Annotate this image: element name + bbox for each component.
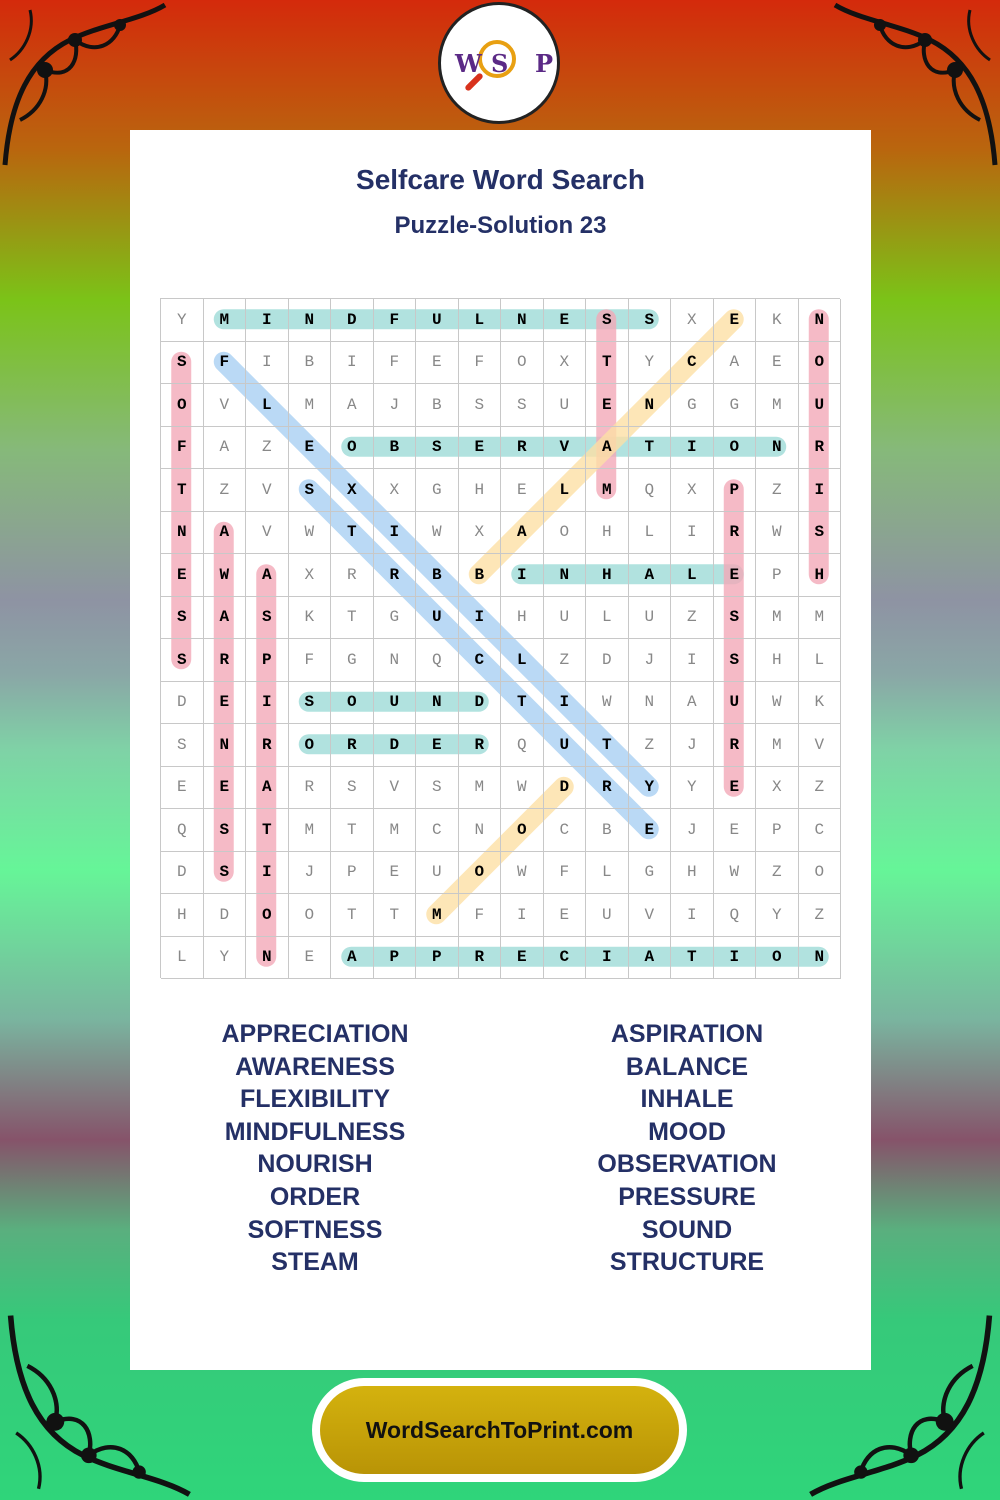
grid-cell[interactable]: Q (714, 894, 757, 937)
grid-cell[interactable]: M (374, 809, 417, 852)
grid-cell[interactable]: E (714, 299, 757, 342)
grid-cell[interactable]: M (756, 724, 799, 767)
grid-cell[interactable]: W (289, 512, 332, 555)
grid-cell[interactable]: W (586, 682, 629, 725)
grid-cell[interactable]: Z (671, 597, 714, 640)
grid-cell[interactable]: A (331, 937, 374, 980)
grid-cell[interactable]: R (799, 427, 842, 470)
grid-cell[interactable]: I (671, 427, 714, 470)
grid-cell[interactable]: R (289, 767, 332, 810)
grid-cell[interactable]: H (586, 512, 629, 555)
grid-cell[interactable]: M (799, 597, 842, 640)
grid-cell[interactable]: E (714, 767, 757, 810)
grid-cell[interactable]: E (416, 342, 459, 385)
grid-cell[interactable]: N (799, 937, 842, 980)
grid-cell[interactable]: U (416, 852, 459, 895)
grid-cell[interactable]: J (671, 724, 714, 767)
grid-cell[interactable]: K (289, 597, 332, 640)
grid-cell[interactable]: N (246, 937, 289, 980)
grid-cell[interactable]: F (374, 342, 417, 385)
grid-cell[interactable]: M (586, 469, 629, 512)
grid-cell[interactable]: Q (161, 809, 204, 852)
grid-cell[interactable]: O (799, 852, 842, 895)
grid-cell[interactable]: I (671, 894, 714, 937)
grid-cell[interactable]: A (204, 597, 247, 640)
grid-cell[interactable]: Q (416, 639, 459, 682)
grid-cell[interactable]: U (374, 682, 417, 725)
grid-cell[interactable]: B (289, 342, 332, 385)
grid-cell[interactable]: U (714, 682, 757, 725)
grid-cell[interactable]: L (544, 469, 587, 512)
grid-cell[interactable]: T (331, 512, 374, 555)
grid-cell[interactable]: S (799, 512, 842, 555)
grid-cell[interactable]: F (459, 342, 502, 385)
grid-cell[interactable]: L (161, 937, 204, 980)
grid-cell[interactable]: G (374, 597, 417, 640)
grid-cell[interactable]: H (671, 852, 714, 895)
grid-cell[interactable]: E (544, 894, 587, 937)
grid-cell[interactable]: F (544, 852, 587, 895)
grid-cell[interactable]: E (204, 767, 247, 810)
grid-cell[interactable]: E (416, 724, 459, 767)
grid-cell[interactable]: H (161, 894, 204, 937)
grid-cell[interactable]: T (586, 724, 629, 767)
grid-cell[interactable]: M (459, 767, 502, 810)
word-list-item: STEAM (271, 1248, 359, 1277)
grid-cell[interactable]: B (374, 427, 417, 470)
grid-cell[interactable]: A (586, 427, 629, 470)
grid-cell[interactable]: X (459, 512, 502, 555)
grid-cell[interactable]: Y (161, 299, 204, 342)
grid-cell[interactable]: X (331, 469, 374, 512)
word-list-item: PRESSURE (618, 1182, 756, 1211)
grid-cell[interactable]: S (204, 809, 247, 852)
grid-cell[interactable]: H (756, 639, 799, 682)
grid-cell[interactable]: W (501, 852, 544, 895)
grid-cell[interactable]: N (756, 427, 799, 470)
grid-cell[interactable]: S (204, 852, 247, 895)
grid-cell[interactable]: C (544, 809, 587, 852)
grid-cell[interactable]: D (331, 299, 374, 342)
grid-cell[interactable]: S (459, 384, 502, 427)
grid-cell[interactable]: I (246, 682, 289, 725)
grid-cell[interactable]: C (671, 342, 714, 385)
wsp-logo (438, 2, 560, 124)
grid-cell[interactable]: T (246, 809, 289, 852)
grid-cell[interactable]: W (714, 852, 757, 895)
grid-cell[interactable]: N (416, 682, 459, 725)
grid-cell[interactable]: R (714, 512, 757, 555)
grid-cell[interactable]: W (204, 554, 247, 597)
grid-cell[interactable]: I (501, 894, 544, 937)
grid-cell[interactable]: D (161, 852, 204, 895)
grid-cell[interactable]: Z (756, 469, 799, 512)
word-list-item: BALANCE (625, 1052, 749, 1081)
grid-cell[interactable]: O (289, 894, 332, 937)
grid-cell[interactable]: D (586, 639, 629, 682)
grid-cell[interactable]: S (416, 427, 459, 470)
grid-cell[interactable]: U (586, 894, 629, 937)
grid-cell[interactable]: U (544, 724, 587, 767)
grid-cell[interactable]: V (246, 512, 289, 555)
grid-cell[interactable]: H (501, 597, 544, 640)
grid-cell[interactable]: S (331, 767, 374, 810)
grid-cell[interactable]: G (714, 384, 757, 427)
grid-cell[interactable]: E (501, 469, 544, 512)
grid-cell[interactable]: D (161, 682, 204, 725)
grid-cell[interactable]: A (501, 512, 544, 555)
grid-cell[interactable]: T (331, 597, 374, 640)
grid-cell[interactable]: G (671, 384, 714, 427)
grid-cell[interactable]: V (246, 469, 289, 512)
grid-cell[interactable]: A (204, 512, 247, 555)
grid-cell[interactable]: E (586, 384, 629, 427)
logo-letter-s: S (491, 49, 509, 78)
logo-letter-w: W (455, 49, 482, 78)
grid-cell[interactable]: U (799, 384, 842, 427)
grid-cell[interactable]: E (161, 554, 204, 597)
grid-cell[interactable]: N (374, 639, 417, 682)
grid-cell[interactable]: M (289, 809, 332, 852)
grid-cell[interactable]: R (331, 724, 374, 767)
grid-cell[interactable]: N (289, 299, 332, 342)
grid-cell[interactable]: E (374, 852, 417, 895)
grid-cell[interactable]: H (799, 554, 842, 597)
grid-cell[interactable]: R (459, 724, 502, 767)
grid-cell[interactable]: G (416, 469, 459, 512)
grid-cell[interactable]: E (629, 809, 672, 852)
grid-cell[interactable]: T (629, 427, 672, 470)
grid-cell[interactable]: U (416, 299, 459, 342)
grid-cell[interactable]: I (671, 639, 714, 682)
grid-cell[interactable]: G (629, 852, 672, 895)
grid-cell[interactable]: E (756, 342, 799, 385)
grid-cell[interactable]: A (714, 342, 757, 385)
grid-cell[interactable]: O (544, 512, 587, 555)
grid-cell[interactable]: B (416, 554, 459, 597)
grid-cell[interactable]: I (799, 469, 842, 512)
grid-cell[interactable]: D (544, 767, 587, 810)
grid-cell[interactable]: F (161, 427, 204, 470)
grid-cell[interactable]: M (289, 384, 332, 427)
grid-cell[interactable]: Y (671, 767, 714, 810)
grid-cell[interactable]: Y (204, 937, 247, 980)
grid-cell[interactable]: H (459, 469, 502, 512)
word-list-item: AWARENESS (235, 1052, 395, 1081)
grid-cell[interactable]: S (161, 639, 204, 682)
word-list-item: MINDFULNESS (224, 1117, 406, 1146)
word-list-item: SOFTNESS (247, 1215, 383, 1244)
grid-cell[interactable]: T (501, 682, 544, 725)
grid-cell[interactable]: K (799, 682, 842, 725)
grid-cell[interactable]: Z (799, 767, 842, 810)
grid-cell[interactable]: J (671, 809, 714, 852)
grid-cell[interactable]: O (161, 384, 204, 427)
grid-cell[interactable]: A (629, 937, 672, 980)
grid-cell[interactable]: Z (204, 469, 247, 512)
word-list-item: ASPIRATION (610, 1020, 764, 1048)
grid-cell[interactable]: P (756, 809, 799, 852)
grid-cell[interactable]: D (204, 894, 247, 937)
word-list-item: APPRECIATION (221, 1020, 409, 1048)
grid-cell[interactable]: C (799, 809, 842, 852)
grid-cell[interactable]: E (714, 809, 757, 852)
grid-cell[interactable]: G (331, 639, 374, 682)
grid-cell[interactable]: S (289, 682, 332, 725)
grid-cell[interactable]: S (586, 299, 629, 342)
grid-cell[interactable]: E (204, 682, 247, 725)
grid-cell[interactable]: L (799, 639, 842, 682)
grid-cell[interactable]: O (756, 937, 799, 980)
grid-cell[interactable]: S (416, 767, 459, 810)
grid-cell[interactable]: Q (501, 724, 544, 767)
grid-cell[interactable]: D (459, 682, 502, 725)
grid-cell[interactable]: B (459, 554, 502, 597)
grid-cell[interactable]: L (629, 512, 672, 555)
grid-cell[interactable]: S (629, 299, 672, 342)
word-list-item: NOURISH (257, 1150, 373, 1179)
grid-cell[interactable]: U (544, 384, 587, 427)
word-list-left (130, 1018, 500, 1279)
grid-cell[interactable]: X (756, 767, 799, 810)
grid-cell[interactable]: W (501, 767, 544, 810)
grid-cell[interactable]: R (204, 639, 247, 682)
grid-cell[interactable]: U (416, 597, 459, 640)
grid-cell[interactable]: P (331, 852, 374, 895)
grid-cell[interactable]: E (714, 554, 757, 597)
grid-cell[interactable]: N (799, 299, 842, 342)
grid-cell[interactable]: X (289, 554, 332, 597)
grid-cell[interactable]: O (331, 427, 374, 470)
grid-cell[interactable]: Z (629, 724, 672, 767)
grid-cell[interactable]: F (374, 299, 417, 342)
grid-cell[interactable]: S (714, 639, 757, 682)
grid-cell[interactable]: A (629, 554, 672, 597)
grid-cell[interactable]: P (416, 937, 459, 980)
grid-cell[interactable]: D (374, 724, 417, 767)
grid-cell[interactable]: N (161, 512, 204, 555)
grid-cell[interactable]: S (246, 597, 289, 640)
grid-cell[interactable]: O (714, 427, 757, 470)
grid-cell[interactable]: I (714, 937, 757, 980)
grid-cell[interactable]: O (799, 342, 842, 385)
grid-cell[interactable]: E (289, 427, 332, 470)
word-list-item: FLEXIBILITY (240, 1085, 390, 1114)
grid-cell[interactable]: F (289, 639, 332, 682)
grid-cell[interactable]: V (204, 384, 247, 427)
grid-cell[interactable]: R (586, 767, 629, 810)
grid-cell[interactable]: A (331, 384, 374, 427)
grid-cell[interactable]: Z (799, 894, 842, 937)
grid-cell[interactable]: R (501, 427, 544, 470)
grid-cell[interactable]: U (544, 597, 587, 640)
grid-cell[interactable]: T (331, 894, 374, 937)
grid-cell[interactable]: J (374, 384, 417, 427)
grid-cell[interactable]: O (246, 894, 289, 937)
grid-cell[interactable]: X (671, 299, 714, 342)
grid-cell[interactable]: A (671, 682, 714, 725)
grid-cell[interactable]: P (374, 937, 417, 980)
grid-cell[interactable]: I (246, 852, 289, 895)
puzzle-card (130, 130, 871, 1370)
grid-cell[interactable]: P (714, 469, 757, 512)
grid-cell[interactable]: C (459, 639, 502, 682)
grid-cell[interactable]: I (374, 512, 417, 555)
grid-cell[interactable]: J (629, 639, 672, 682)
grid-cell[interactable]: N (204, 724, 247, 767)
grid-cell[interactable]: H (586, 554, 629, 597)
grid-cell[interactable]: S (714, 597, 757, 640)
grid-cell[interactable]: B (416, 384, 459, 427)
grid-cell[interactable]: M (204, 299, 247, 342)
grid-cell[interactable]: N (629, 384, 672, 427)
grid-cell[interactable]: M (756, 384, 799, 427)
grid-cell[interactable]: I (501, 554, 544, 597)
grid-cell[interactable]: L (586, 597, 629, 640)
word-list-item: STRUCTURE (609, 1248, 765, 1277)
grid-cell[interactable]: P (246, 639, 289, 682)
grid-cell[interactable]: W (416, 512, 459, 555)
grid-cell[interactable]: C (544, 937, 587, 980)
grid-cell[interactable]: Q (629, 469, 672, 512)
grid-cell[interactable]: E (501, 937, 544, 980)
page-subtitle: Puzzle-Solution 23 (394, 212, 607, 239)
grid-cell[interactable]: R (374, 554, 417, 597)
grid-cell[interactable]: X (544, 342, 587, 385)
grid-cell[interactable]: W (756, 512, 799, 555)
grid-cell[interactable]: R (246, 724, 289, 767)
grid-cell[interactable]: R (714, 724, 757, 767)
grid-cell[interactable]: B (586, 809, 629, 852)
grid-cell[interactable]: E (289, 937, 332, 980)
grid-cell[interactable]: O (501, 809, 544, 852)
word-list-item: INHALE (640, 1085, 734, 1114)
grid-cell[interactable]: M (756, 597, 799, 640)
word-list-item: SOUND (641, 1215, 733, 1244)
grid-cell[interactable]: Y (629, 767, 672, 810)
grid-cell[interactable]: S (161, 342, 204, 385)
grid-cell[interactable]: O (501, 342, 544, 385)
grid-cell[interactable]: S (161, 724, 204, 767)
grid-cell[interactable]: N (544, 554, 587, 597)
grid-cell[interactable]: N (459, 809, 502, 852)
grid-cell[interactable]: V (629, 894, 672, 937)
grid-cell[interactable]: N (501, 299, 544, 342)
logo-letter-p: P (535, 49, 554, 78)
grid-cell[interactable]: I (586, 937, 629, 980)
grid-cell[interactable]: Z (756, 852, 799, 895)
grid-cell[interactable]: S (161, 597, 204, 640)
grid-cell[interactable]: V (544, 427, 587, 470)
grid-cell[interactable]: R (331, 554, 374, 597)
grid-cell[interactable]: O (331, 682, 374, 725)
grid-cell[interactable]: L (671, 554, 714, 597)
grid-cell[interactable]: U (629, 597, 672, 640)
grid-cell[interactable]: A (246, 554, 289, 597)
word-list-right (502, 1018, 872, 1279)
footer-banner[interactable] (312, 1378, 687, 1482)
grid-cell[interactable]: L (246, 384, 289, 427)
grid-cell[interactable]: L (586, 852, 629, 895)
grid-cell[interactable]: E (161, 767, 204, 810)
grid-cell[interactable]: S (289, 469, 332, 512)
grid-cell[interactable]: W (756, 682, 799, 725)
grid-cell[interactable]: F (204, 342, 247, 385)
grid-cell[interactable]: I (544, 682, 587, 725)
word-list-item: OBSERVATION (597, 1150, 777, 1179)
grid-cell[interactable]: T (374, 894, 417, 937)
grid-cell[interactable]: O (289, 724, 332, 767)
grid-cell[interactable]: V (374, 767, 417, 810)
grid-cell[interactable]: A (246, 767, 289, 810)
grid-cell[interactable]: I (246, 342, 289, 385)
word-grid (160, 298, 840, 978)
grid-cell[interactable]: L (459, 299, 502, 342)
grid-cell[interactable]: N (629, 682, 672, 725)
grid-cell[interactable]: P (756, 554, 799, 597)
letter-grid (160, 298, 840, 978)
grid-cell[interactable]: E (544, 299, 587, 342)
grid-cell[interactable]: V (799, 724, 842, 767)
grid-cell[interactable]: I (331, 342, 374, 385)
grid-cell[interactable]: I (671, 512, 714, 555)
grid-cell[interactable]: J (289, 852, 332, 895)
grid-cell[interactable]: I (459, 597, 502, 640)
footer-link[interactable]: WordSearchToPrint.com (320, 1386, 679, 1474)
word-list-item: ORDER (269, 1182, 361, 1211)
grid-cell[interactable]: E (459, 427, 502, 470)
grid-cell[interactable]: L (501, 639, 544, 682)
grid-cell[interactable]: R (459, 937, 502, 980)
grid-cell[interactable]: A (204, 427, 247, 470)
grid-cell[interactable]: Y (756, 894, 799, 937)
grid-cell[interactable]: S (501, 384, 544, 427)
grid-cell[interactable]: T (161, 469, 204, 512)
grid-cell[interactable]: I (246, 299, 289, 342)
grid-cell[interactable]: Z (544, 639, 587, 682)
grid-cell[interactable]: O (459, 852, 502, 895)
grid-cell[interactable]: K (756, 299, 799, 342)
grid-cell[interactable]: Y (629, 342, 672, 385)
word-list-item: MOOD (648, 1117, 726, 1146)
grid-cell[interactable]: C (416, 809, 459, 852)
grid-cell[interactable]: X (374, 469, 417, 512)
grid-cell[interactable]: T (331, 809, 374, 852)
grid-cell[interactable]: M (416, 894, 459, 937)
grid-cell[interactable]: F (459, 894, 502, 937)
grid-cell[interactable]: T (586, 342, 629, 385)
grid-cell[interactable]: Z (246, 427, 289, 470)
page-title: Selfcare Word Search (356, 164, 645, 195)
grid-cell[interactable]: T (671, 937, 714, 980)
grid-cell[interactable]: X (671, 469, 714, 512)
